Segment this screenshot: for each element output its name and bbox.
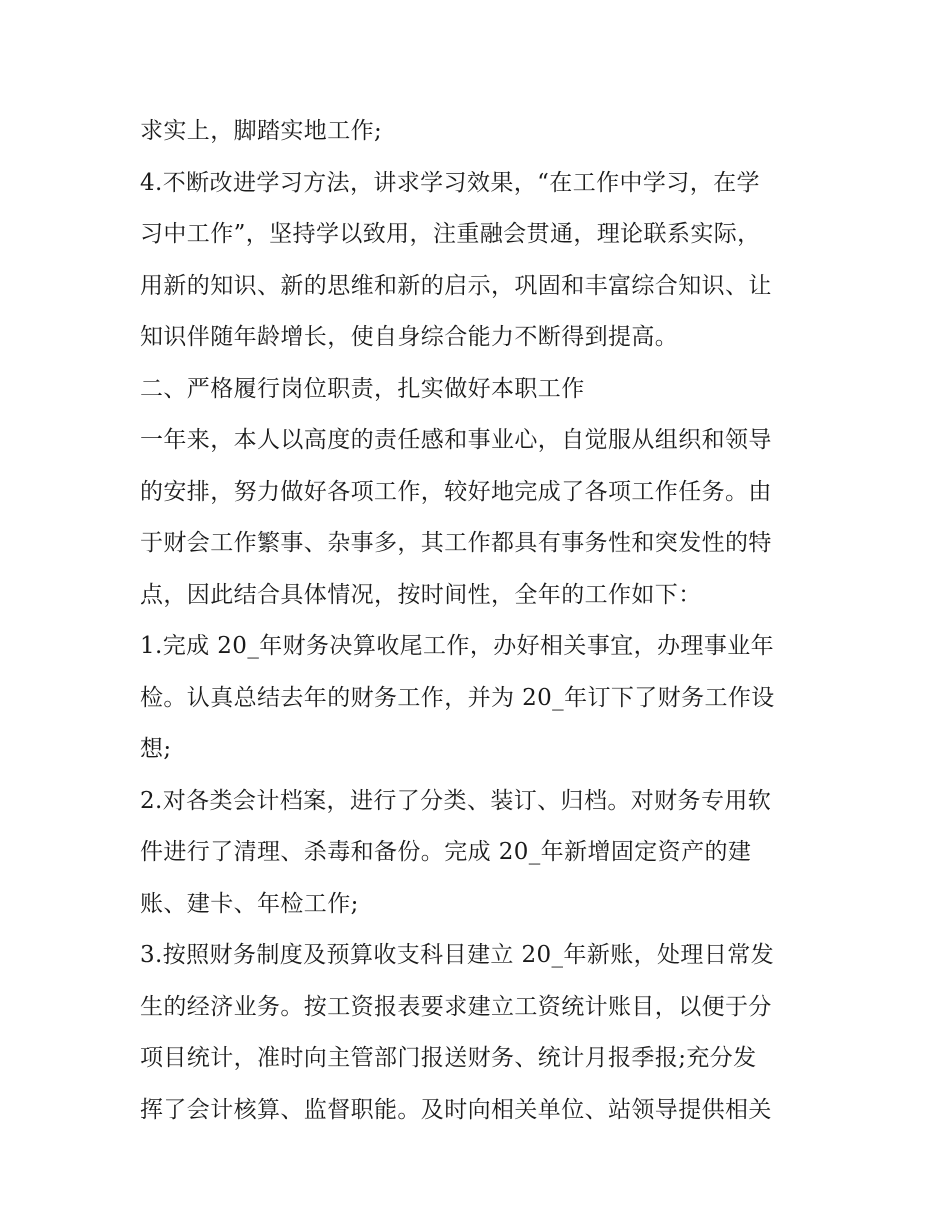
text-line: 一年来，本人以高度的责任感和事业心，自觉服从组织和领导: [140, 427, 772, 453]
text-line: 知识伴随年龄增长，使自身综合能力不断得到提高。: [140, 324, 679, 350]
text-line: 点，因此结合具体情况，按时间性，全年的工作如下：: [140, 581, 702, 608]
document-body: [140, 106, 820, 1136]
text-line: 想;: [140, 736, 172, 762]
text-line: 挥了会计核算、监督职能。及时向相关单位、站领导提供相关: [140, 1096, 772, 1123]
text-line: 求实上，脚踏实地工作;: [140, 118, 383, 144]
text-line: 2.对各类会计档案，进行了分类、装订、归档。对财务专用软: [140, 787, 772, 814]
text-line: 项目统计，准时向主管部门报送财务、统计月报季报;充分发: [140, 1045, 757, 1071]
text-line: 检。认真总结去年的财务工作，并为 20_年订下了财务工作设: [140, 684, 775, 711]
text-line: 于财会工作繁事、杂事多，其工作都具有事务性和突发性的特: [140, 530, 772, 556]
text-line: 件进行了清理、杀毒和备份。完成 20_年新增固定资产的建: [140, 839, 752, 865]
text-line: 用新的知识、新的思维和新的启示，巩固和丰富综合知识、让: [140, 272, 772, 299]
text-line: 生的经济业务。按工资报表要求建立工资统计账目，以便于分: [140, 993, 772, 1020]
text-line: 3.按照财务制度及预算收支科目建立 20_年新账，处理日常发: [140, 942, 775, 968]
text-line: 4.不断改进学习方法，讲求学习效果，“在工作中学习，在学: [140, 169, 760, 196]
text-line: 习中工作”，坚持学以致用，注重融会贯通，理论联系实际，: [140, 221, 761, 247]
text-line: 1.完成 20_年财务决算收尾工作，办好相关事宜，办理事业年: [140, 633, 775, 659]
section-heading: 二、严格履行岗位职责，扎实做好本职工作: [140, 375, 585, 402]
text-line: 的安排，努力做好各项工作，较好地完成了各项工作任务。由: [140, 478, 772, 505]
text-line: 账、建卡、年检工作;: [140, 890, 359, 917]
